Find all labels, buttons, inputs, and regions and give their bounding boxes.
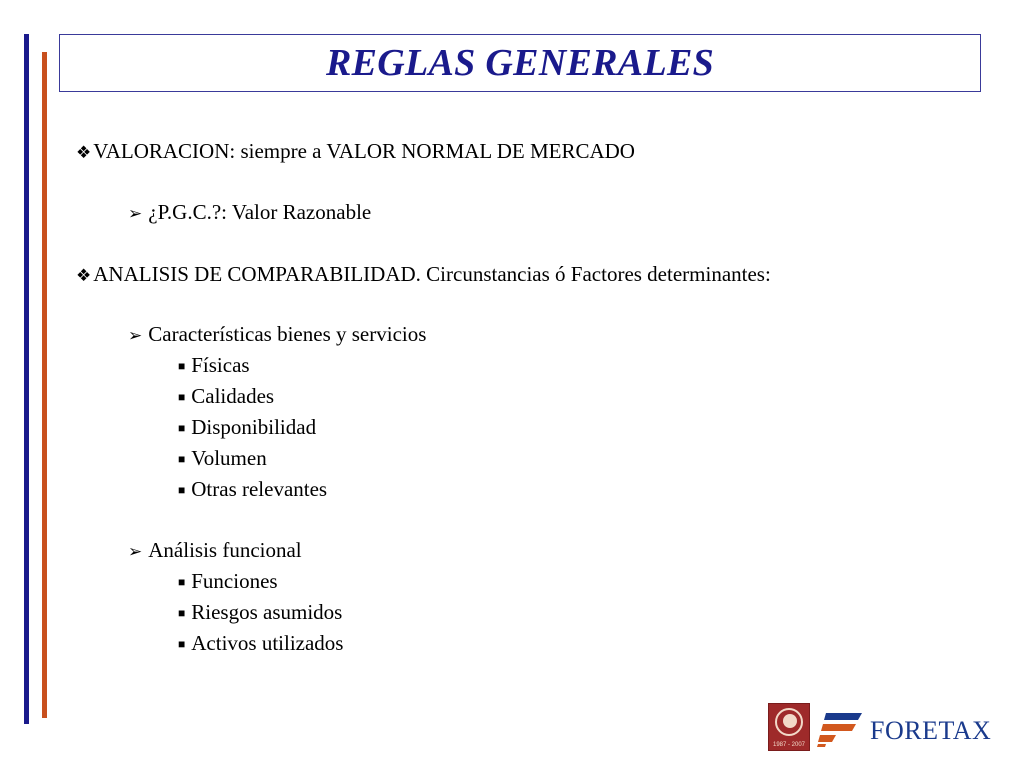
anniversary-seal-icon xyxy=(768,703,810,751)
diamond-bullet-icon: ❖ xyxy=(76,143,92,162)
square-bullet-icon: ■ xyxy=(178,390,186,404)
list-item: ■ Calidades xyxy=(178,384,275,408)
square-bullet-icon: ■ xyxy=(178,421,186,435)
square-bullet-icon: ■ xyxy=(178,483,186,497)
bullet-caracteristicas: ➢ Características bienes y servicios xyxy=(128,322,427,346)
seal-years: 1987 - 2007 xyxy=(772,742,806,748)
list-item: ■ Otras relevantes xyxy=(178,477,328,501)
slide-title: REGLAS GENERALES xyxy=(325,42,715,84)
bullet-analisis: ❖ANALISIS DE COMPARABILIDAD. Circunstancias ó Factores determinantes: xyxy=(76,262,771,286)
square-bullet-icon: ■ xyxy=(178,637,186,651)
flag-icon xyxy=(816,711,862,747)
list-item: ■ Funciones xyxy=(178,569,278,593)
arrow-bullet-icon: ➢ xyxy=(128,542,143,561)
square-bullet-icon: ■ xyxy=(178,359,186,373)
diamond-bullet-icon: ❖ xyxy=(76,266,92,285)
arrow-bullet-icon: ➢ xyxy=(128,326,143,345)
bullet-pgc: ➢ ¿P.G.C.?: Valor Razonable xyxy=(128,200,372,224)
left-blue-bar xyxy=(24,34,29,724)
list-item: ■ Físicas xyxy=(178,353,250,377)
left-orange-bar xyxy=(42,52,47,718)
arrow-bullet-icon: ➢ xyxy=(128,204,143,223)
list-item: ■ Activos utilizados xyxy=(178,631,344,655)
list-item: ■ Volumen xyxy=(178,446,267,470)
bullet-funcional: ➢ Análisis funcional xyxy=(128,538,302,562)
square-bullet-icon: ■ xyxy=(178,452,186,466)
list-item: ■ Riesgos asumidos xyxy=(178,600,343,624)
brand-name: FORETAX xyxy=(870,716,992,745)
bullet-valoracion: ❖VALORACION: siempre a VALOR NORMAL DE MERCADO xyxy=(76,139,635,163)
square-bullet-icon: ■ xyxy=(178,575,186,589)
title-box xyxy=(59,34,981,92)
list-item: ■ Disponibilidad xyxy=(178,415,317,439)
foretax-logo xyxy=(768,703,1008,751)
square-bullet-icon: ■ xyxy=(178,606,186,620)
